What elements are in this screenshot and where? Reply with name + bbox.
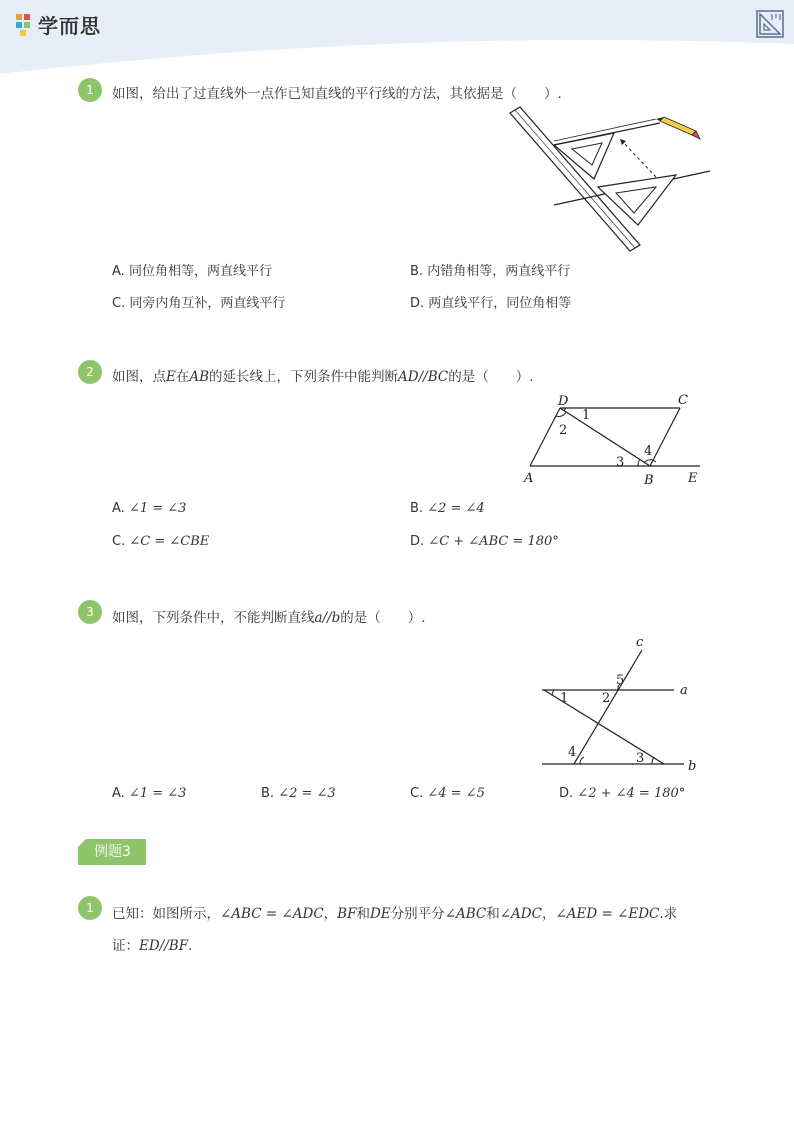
label-A: A [524,471,534,486]
label-b: b [688,759,697,774]
label-angle-3: 3 [636,751,645,766]
label-angle-5: 5 [616,673,625,688]
label-angle-1: 1 [560,691,569,706]
header-wave [0,34,794,74]
parallel-construction-figure [506,105,711,255]
example-section-tag: 例题3 [78,839,146,865]
q2-option-d[interactable]: D. ∠C + ∠ABC = 180° [410,534,559,549]
q3-option-a[interactable]: A. ∠1 = ∠3 [112,786,187,801]
parallelogram-figure [520,392,705,490]
question-number-badge: 1 [78,896,102,920]
parallel-lines-transversal-figure [536,632,701,777]
label-C: C [678,393,688,408]
question-3-text: 如图，下列条件中，不能判断直线a//b的是（ ）. [112,610,426,626]
question-number-badge: 3 [78,600,102,624]
brand-name: 学而思 [38,14,101,38]
q2-option-b[interactable]: B. ∠2 = ∠4 [410,501,485,516]
example-line-2: 证：ED//BF. [112,938,193,954]
question-number-badge: 1 [78,78,102,102]
q3-option-c[interactable]: C. ∠4 = ∠5 [410,786,485,801]
q1-option-b[interactable]: B. 内错角相等，两直线平行 [410,264,571,279]
ruler-set-square-icon [756,10,784,38]
q3-option-b[interactable]: B. ∠2 = ∠3 [261,786,336,801]
question-2-text: 如图，点E在AB的延长线上，下列条件中能判断AD//BC的是（ ）. [112,369,534,385]
label-D: D [558,394,569,409]
label-angle-4: 4 [568,745,577,760]
label-angle-2: 2 [559,423,568,438]
label-a: a [680,683,688,698]
label-angle-1: 1 [582,408,591,423]
q1-option-c[interactable]: C. 同旁内角互补，两直线平行 [112,296,286,311]
label-E: E [688,471,698,486]
q3-option-d[interactable]: D. ∠2 + ∠4 = 180° [559,786,686,801]
q2-option-c[interactable]: C. ∠C = ∠CBE [112,534,210,549]
q1-option-d[interactable]: D. 两直线平行，同位角相等 [410,296,572,311]
example-line-1: 已知：如图所示，∠ABC = ∠ADC，BF和DE分别平分∠ABC和∠ADC，∠AED = ∠EDC.求 [112,906,678,922]
question-1-text: 如图，给出了过直线外一点作已知直线的平行线的方法，其依据是（ ）. [112,86,562,102]
label-c: c [636,635,644,650]
q1-option-a[interactable]: A. 同位角相等，两直线平行 [112,264,272,279]
label-angle-2: 2 [602,691,611,706]
q2-option-a[interactable]: A. ∠1 = ∠3 [112,501,187,516]
label-angle-3: 3 [616,455,625,470]
label-angle-4: 4 [644,444,653,459]
label-B: B [644,473,654,488]
question-number-badge: 2 [78,360,102,384]
